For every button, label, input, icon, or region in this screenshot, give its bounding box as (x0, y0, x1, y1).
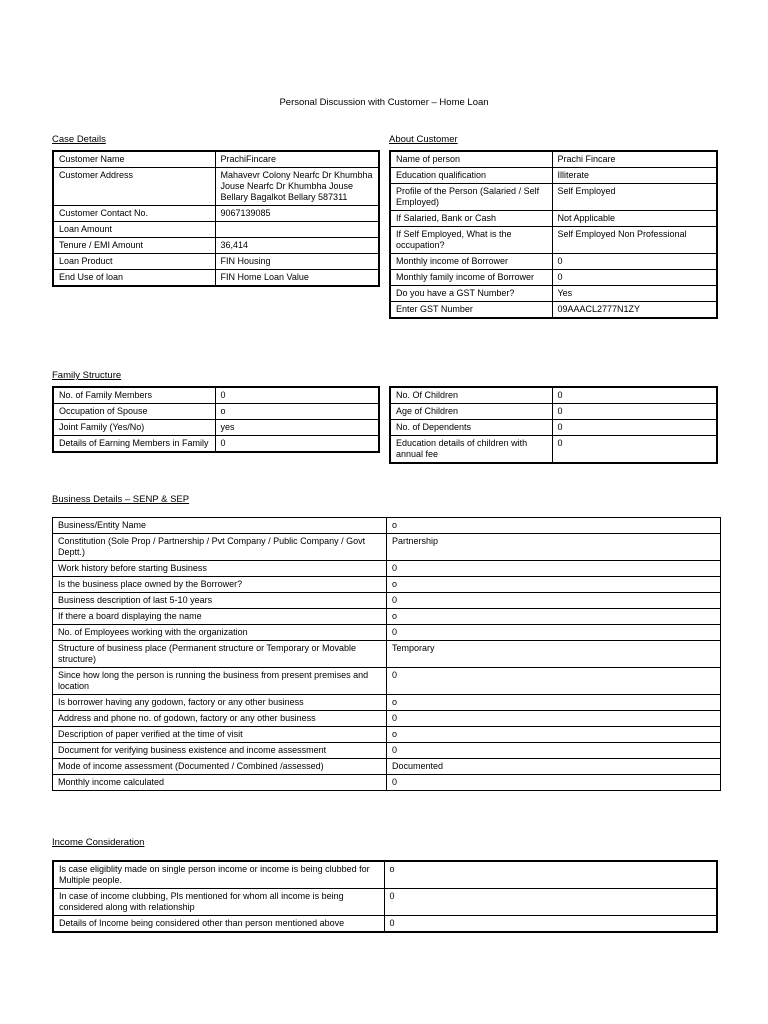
field-label: Education details of children with annual fee (390, 436, 552, 464)
case-details-heading: Case Details (52, 134, 106, 145)
field-label: Address and phone no. of godown, factory or any other business (53, 711, 387, 727)
field-label: Profile of the Person (Salaried / Self Employed) (390, 184, 552, 211)
table-row (390, 270, 717, 286)
field-label: Constitution (Sole Prop / Partnership / Pvt Company / Public Company / Govt Deptt.) (53, 534, 387, 561)
field-label: Business/Entity Name (53, 518, 387, 534)
field-value: Mahavevr Colony Nearfc Dr Khumbha Jouse Nearfc Dr Khumbha Jouse Bellary Bagalkot Bellary 587311 (215, 168, 379, 206)
field-value: 36,414 (215, 238, 379, 254)
field-value: 0 (215, 387, 379, 404)
field-value: Illiterate (552, 168, 717, 184)
field-value: yes (215, 420, 379, 436)
table-row (53, 534, 721, 561)
field-label: Age of Children (390, 404, 552, 420)
field-label: Is case eligiblity made on single person income or income is being clubbed for Multiple people. (53, 861, 384, 889)
field-value: o (384, 861, 717, 889)
business-details-heading: Business Details – SENP & SEP (52, 494, 190, 505)
table-row (53, 436, 379, 453)
table-row (390, 387, 717, 404)
table-row (390, 168, 717, 184)
field-label: Is the business place owned by the Borrower? (53, 577, 387, 593)
field-label: No. of Dependents (390, 420, 552, 436)
field-value: 0 (552, 404, 717, 420)
table-row (390, 420, 717, 436)
table-row (390, 436, 717, 464)
field-value: Self Employed (552, 184, 717, 211)
table-row (53, 206, 379, 222)
field-label: Enter GST Number (390, 302, 552, 319)
table-row (53, 561, 721, 577)
table-row (53, 577, 721, 593)
family-structure-heading: Family Structure (52, 370, 122, 381)
family-structure-left-table (52, 386, 380, 453)
field-label: No. of Family Members (53, 387, 215, 404)
field-label: Loan Amount (53, 222, 215, 238)
table-row (390, 184, 717, 211)
case-details-table (52, 150, 380, 287)
field-value: 09AAACL2777N1ZY (552, 302, 717, 319)
field-value: 0 (384, 916, 717, 933)
table-row (53, 518, 721, 534)
field-label: Monthly income calculated (53, 775, 387, 791)
table-row (53, 775, 721, 791)
table-row (390, 151, 717, 168)
field-value: Not Applicable (552, 211, 717, 227)
field-label: Details of Earning Members in Family (53, 436, 215, 453)
page-title: Personal Discussion with Customer – Home Loan (279, 97, 489, 108)
field-value (215, 222, 379, 238)
field-value: o (387, 695, 721, 711)
table-row (53, 387, 379, 404)
table-row (53, 759, 721, 775)
table-row (390, 404, 717, 420)
field-label: Mode of income assessment (Documented / Combined /assessed) (53, 759, 387, 775)
field-value: Prachi Fincare (552, 151, 717, 168)
field-label: Work history before starting Business (53, 561, 387, 577)
field-value: 0 (387, 711, 721, 727)
family-structure-right-table (389, 386, 718, 464)
table-row (390, 227, 717, 254)
table-row (53, 889, 717, 916)
field-value: 0 (552, 254, 717, 270)
field-value: 0 (552, 420, 717, 436)
about-customer-heading: About Customer (389, 134, 458, 145)
field-label: Is borrower having any godown, factory or any other business (53, 695, 387, 711)
table-row (53, 861, 717, 889)
field-value: Self Employed Non Professional (552, 227, 717, 254)
about-customer-table (389, 150, 718, 319)
field-value: FIN Housing (215, 254, 379, 270)
field-value: o (387, 609, 721, 625)
field-label: Monthly family income of Borrower (390, 270, 552, 286)
field-value: Yes (552, 286, 717, 302)
table-row (53, 168, 379, 206)
table-row (53, 404, 379, 420)
field-value: PrachiFincare (215, 151, 379, 168)
field-label: End Use of loan (53, 270, 215, 287)
field-label: No. Of Children (390, 387, 552, 404)
table-row (53, 695, 721, 711)
field-value: o (387, 727, 721, 743)
field-label: Structure of business place (Permanent structure or Temporary or Movable structure) (53, 641, 387, 668)
field-value: 0 (387, 561, 721, 577)
field-value: 0 (552, 270, 717, 286)
field-value: 0 (215, 436, 379, 453)
field-label: No. of Employees working with the organization (53, 625, 387, 641)
field-label: If Salaried, Bank or Cash (390, 211, 552, 227)
field-label: Education qualification (390, 168, 552, 184)
field-label: Name of person (390, 151, 552, 168)
field-value: FIN Home Loan Value (215, 270, 379, 287)
table-row (390, 254, 717, 270)
field-value: o (387, 577, 721, 593)
field-value: Partnership (387, 534, 721, 561)
table-row (53, 727, 721, 743)
table-row (390, 211, 717, 227)
field-label: If Self Employed, What is the occupation? (390, 227, 552, 254)
table-row (53, 222, 379, 238)
field-label: If there a board displaying the name (53, 609, 387, 625)
table-row (53, 238, 379, 254)
field-value: 0 (387, 668, 721, 695)
table-row (53, 743, 721, 759)
field-label: Description of paper verified at the time of visit (53, 727, 387, 743)
field-label: Details of Income being considered other than person mentioned above (53, 916, 384, 933)
field-label: Since how long the person is running the business from present premises and location (53, 668, 387, 695)
field-label: Occupation of Spouse (53, 404, 215, 420)
field-label: Tenure / EMI Amount (53, 238, 215, 254)
table-row (53, 668, 721, 695)
income-consideration-heading: Income Consideration (52, 837, 145, 848)
field-value: 0 (384, 889, 717, 916)
field-value: 0 (387, 775, 721, 791)
field-value: Temporary (387, 641, 721, 668)
field-label: Monthly income of Borrower (390, 254, 552, 270)
table-row (53, 593, 721, 609)
field-value: 0 (387, 593, 721, 609)
field-value: 9067139085 (215, 206, 379, 222)
table-row (390, 302, 717, 319)
field-label: Customer Contact No. (53, 206, 215, 222)
table-row (53, 151, 379, 168)
table-row (53, 270, 379, 287)
field-value: o (215, 404, 379, 420)
table-row (53, 916, 717, 933)
field-label: Customer Address (53, 168, 215, 206)
table-row (53, 254, 379, 270)
table-row (390, 286, 717, 302)
field-value: 0 (387, 743, 721, 759)
income-consideration-table (52, 860, 718, 933)
table-row (53, 711, 721, 727)
business-details-table (52, 517, 721, 791)
table-row (53, 641, 721, 668)
table-row (53, 609, 721, 625)
field-label: Loan Product (53, 254, 215, 270)
field-label: In case of income clubbing, Pls mentioned for whom all income is being considered along with relationship (53, 889, 384, 916)
field-label: Customer Name (53, 151, 215, 168)
table-row (53, 625, 721, 641)
field-label: Do you have a GST Number? (390, 286, 552, 302)
field-value: Documented (387, 759, 721, 775)
field-label: Joint Family (Yes/No) (53, 420, 215, 436)
field-value: 0 (552, 387, 717, 404)
field-label: Document for verifying business existence and income assessment (53, 743, 387, 759)
field-value: 0 (387, 625, 721, 641)
field-label: Business description of last 5-10 years (53, 593, 387, 609)
table-row (53, 420, 379, 436)
field-value: o (387, 518, 721, 534)
field-value: 0 (552, 436, 717, 464)
